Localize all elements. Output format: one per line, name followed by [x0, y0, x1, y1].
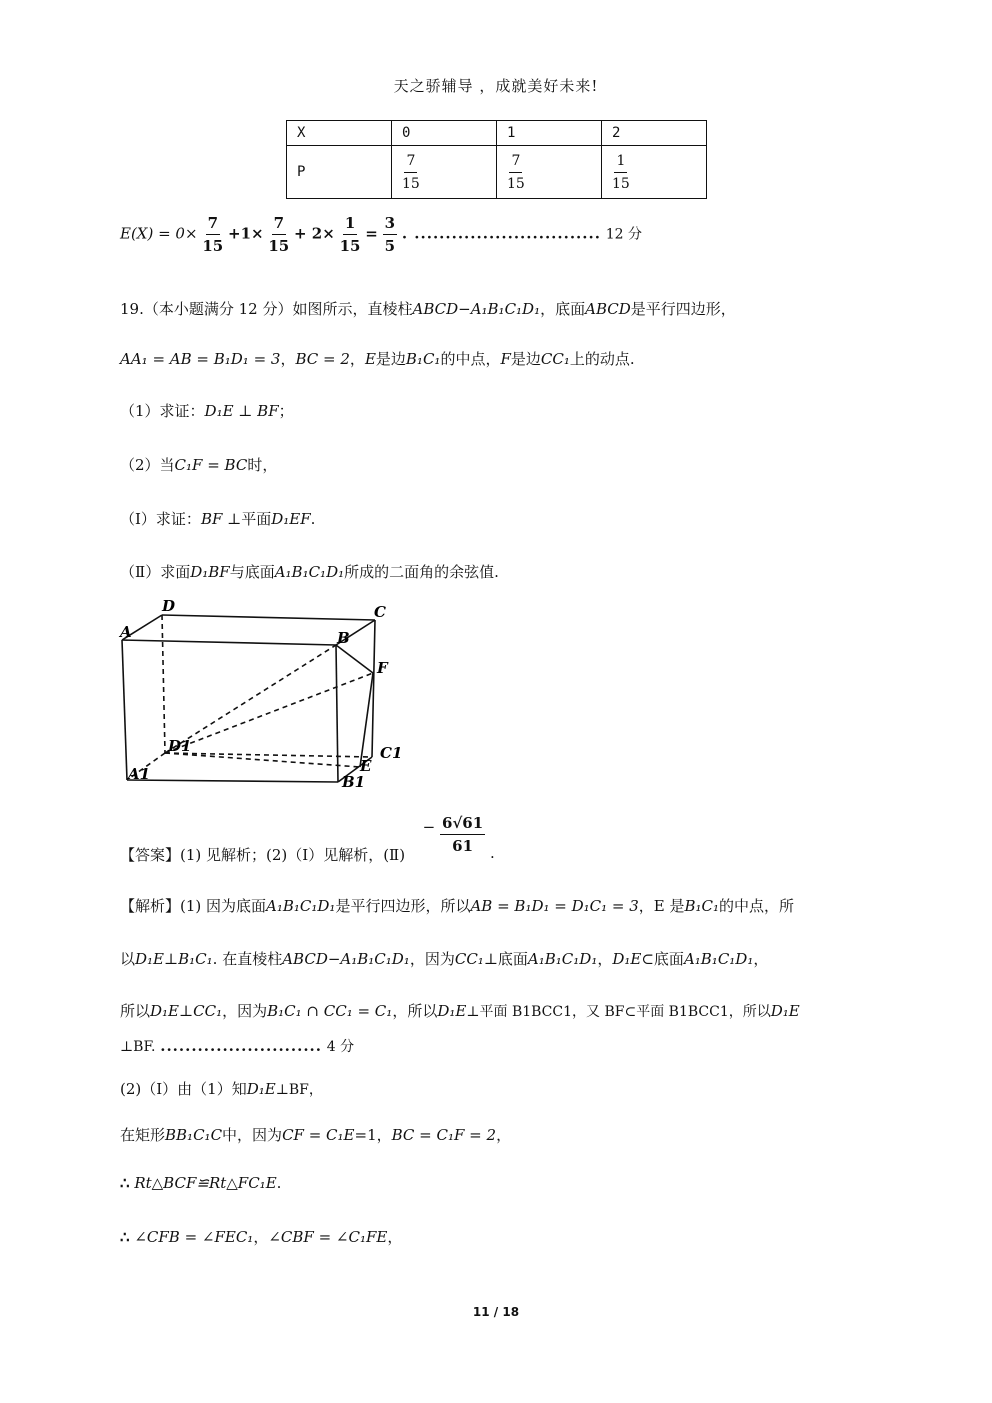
edge-A1B1	[127, 780, 338, 782]
solution-line-4	[120, 1036, 354, 1056]
math-text: ABCD−A₁B₁C₁D₁	[412, 300, 541, 318]
math-text: ABCD−A₁B₁C₁D₁	[282, 950, 410, 968]
math-text: ∠CBF = ∠C₁FE	[268, 1228, 388, 1246]
text: ，E 是	[638, 897, 685, 915]
text: . 在直棱柱	[212, 950, 283, 968]
vertex-label-B: B	[337, 629, 350, 647]
text: 的中点，所	[719, 897, 795, 915]
math-text: +1×	[228, 224, 264, 243]
edge-D1E	[165, 753, 360, 767]
fraction-denominator: 15	[202, 237, 224, 255]
edge-FE	[360, 673, 373, 767]
solution-line-5	[120, 1078, 323, 1099]
math-text: CC₁	[193, 1002, 223, 1020]
math-text: D₁E	[246, 1080, 276, 1098]
score-dots: . ..............................	[401, 224, 601, 243]
text: 上的动点.	[569, 350, 635, 368]
question-2-ii	[120, 561, 499, 582]
text: .	[310, 510, 316, 528]
problem-line-1	[120, 298, 736, 319]
math-text: D₁E	[770, 1002, 800, 1020]
math-text: B₁C₁	[684, 897, 720, 915]
text: （2）当	[120, 456, 175, 474]
vertex-label-B1: B1	[342, 773, 366, 791]
math-text: + 2×	[294, 224, 335, 243]
math-text: ∠CFB = ∠FEC₁	[134, 1228, 254, 1246]
answer-label: 【答案】(1) 见解析；(2)（Ⅰ）见解析，(Ⅱ)	[120, 846, 406, 864]
question-1	[120, 400, 294, 421]
math-text: E(X) = 0×	[120, 224, 198, 243]
vertex-label-C1: C1	[380, 744, 403, 762]
math-text: BC = C₁F = 2	[391, 1126, 497, 1144]
solution-line-6	[120, 1124, 511, 1145]
table-cell: 1	[497, 121, 602, 146]
text: ，	[349, 350, 365, 368]
table-cell	[602, 146, 707, 199]
math-text: D₁E	[135, 950, 165, 968]
text: 是平行四边形，所以	[335, 897, 471, 915]
text: 【解析】(1) 因为底面	[120, 897, 267, 915]
text: ，	[253, 1228, 269, 1246]
score-label: 4 分	[326, 1039, 355, 1055]
text: 以	[120, 950, 136, 968]
math-text: CC₁	[454, 950, 484, 968]
math-text: D₁E	[437, 1002, 467, 1020]
vertex-label-D: D	[162, 597, 176, 615]
text: 19.（本小题满分 12 分）如图所示，直棱柱	[120, 300, 413, 318]
math-text: B₁C₁	[405, 350, 441, 368]
text: 所以	[120, 1002, 151, 1020]
math-text: CF = C₁E	[282, 1126, 355, 1144]
math-text: D₁E	[612, 950, 642, 968]
edge-AA1	[122, 640, 127, 780]
vertex-label-F: F	[377, 659, 388, 677]
text: ⊥平面 B1BCC1，又 BF⊂平面 B1BCC1，所以	[466, 1004, 771, 1020]
solution-line-7	[120, 1174, 281, 1192]
fraction-denominator: 5	[384, 237, 396, 255]
fraction-numerator: 6√61	[440, 812, 485, 835]
text: 是边	[375, 350, 406, 368]
math-text: AB = B₁D₁ = D₁C₁ = 3	[470, 897, 639, 915]
edge-BB1	[336, 645, 338, 782]
text: （1）求证：	[120, 402, 205, 420]
text: =1，	[354, 1126, 392, 1144]
text: ，	[387, 1228, 403, 1246]
expectation-line	[120, 212, 642, 257]
solution-line-1	[120, 895, 794, 916]
fraction-numerator: 7	[206, 212, 220, 235]
edge-BF	[336, 645, 373, 673]
text: 平面	[241, 510, 272, 528]
fraction-denominator: 15	[507, 175, 525, 192]
math-text: AA₁ = AB = B₁D₁ = 3	[120, 350, 281, 368]
score-label: 12 分	[605, 226, 642, 243]
math-text: Rt△BCF≌Rt△FC₁E	[134, 1174, 277, 1192]
edge-CC1	[372, 620, 375, 757]
vertex-label-D1: D1	[168, 737, 192, 755]
text: 时，	[247, 456, 278, 474]
solution-line-3	[120, 1000, 800, 1021]
math-text: BF ⊥	[200, 510, 242, 528]
fraction-numerator: 1	[343, 212, 357, 235]
edge-D1F	[165, 673, 373, 753]
text: ⊥	[164, 950, 179, 968]
problem-line-2	[120, 348, 635, 369]
text: ，所以	[392, 1002, 438, 1020]
math-text: A₁B₁C₁D₁	[274, 563, 345, 581]
table-cell	[392, 146, 497, 199]
vertex-label-C: C	[374, 603, 386, 621]
fraction-denominator: 15	[339, 237, 361, 255]
math-text: −	[422, 818, 436, 836]
edge-DD1	[162, 615, 165, 753]
text: ⊥BF.	[120, 1039, 156, 1055]
question-2-i	[120, 508, 315, 529]
vertex-label-A1: A1	[128, 765, 151, 783]
math-text: D₁EF	[271, 510, 311, 528]
math-text: =	[365, 224, 378, 243]
text: ⊥BF，	[275, 1082, 323, 1098]
text: 与底面	[229, 563, 275, 581]
vertex-label-A: A	[120, 623, 132, 641]
page-header: 天之骄辅导 ，成就美好未来!	[393, 77, 599, 95]
answer-line	[120, 812, 495, 865]
math-text: F	[500, 350, 511, 368]
fraction-denominator: 15	[402, 175, 420, 192]
text: 的中点，	[440, 350, 501, 368]
fraction-numerator: 3	[383, 212, 397, 235]
math-text: CC₁	[540, 350, 570, 368]
math-text: BB₁C₁C	[165, 1126, 223, 1144]
text: ⊂底面	[641, 950, 684, 968]
solution-line-2	[120, 948, 768, 969]
math-text: A₁B₁C₁D₁	[527, 950, 598, 968]
fraction-numerator: 7	[404, 150, 417, 173]
text: .	[276, 1174, 282, 1192]
edge-AB	[122, 640, 336, 645]
table-cell: P	[287, 146, 392, 199]
math-text: A₁B₁C₁D₁	[683, 950, 754, 968]
math-text: BC = 2	[295, 350, 350, 368]
table-cell: X	[287, 121, 392, 146]
edge-DC	[162, 615, 375, 620]
fraction-numerator: 1	[614, 150, 627, 173]
math-text: C₁F = BC	[174, 456, 248, 474]
table-row	[287, 121, 707, 146]
math-text: D₁E	[150, 1002, 180, 1020]
fraction-numerator: 7	[272, 212, 286, 235]
text: 中，因为	[222, 1126, 283, 1144]
table-cell	[497, 146, 602, 199]
text: ⊥	[179, 1002, 194, 1020]
math-text: ABCD	[585, 300, 631, 318]
score-dots: ..........................	[160, 1037, 322, 1055]
math-text: B₁C₁ ∩ CC₁ = C₁	[267, 1002, 393, 1020]
math-text: E	[364, 350, 376, 368]
fraction-denominator: 15	[612, 175, 630, 192]
text: ，底面	[540, 300, 586, 318]
text: ；	[278, 402, 294, 420]
text: ∴	[120, 1174, 130, 1192]
fraction-denominator: 61	[452, 837, 474, 855]
fraction-numerator: 7	[509, 150, 522, 173]
math-text: D₁BF	[190, 563, 230, 581]
page-number: 11 / 18	[472, 1305, 520, 1319]
text: 是边	[510, 350, 541, 368]
text: ，	[597, 950, 613, 968]
text: ，	[753, 950, 769, 968]
text: ，因为	[222, 1002, 268, 1020]
table-cell: 2	[602, 121, 707, 146]
math-text: B₁C₁	[178, 950, 213, 968]
solution-line-8	[120, 1226, 402, 1247]
text: ，因为	[409, 950, 455, 968]
vertex-label-E: E	[360, 757, 372, 775]
question-2	[120, 454, 277, 475]
text: 是平行四边形，	[630, 300, 736, 318]
text: （Ⅱ）求面	[120, 563, 191, 581]
text: ，	[496, 1126, 512, 1144]
table-cell: 0	[392, 121, 497, 146]
math-text: D₁E ⊥ BF	[204, 402, 279, 420]
text: ⊥底面	[483, 950, 528, 968]
distribution-table	[286, 120, 707, 199]
fraction-denominator: 15	[268, 237, 290, 255]
table-row	[287, 146, 707, 199]
text: ∴	[120, 1228, 130, 1246]
math-text: A₁B₁C₁D₁	[266, 897, 336, 915]
text: ，	[280, 350, 296, 368]
text: （Ⅰ）求证：	[120, 510, 201, 528]
text: 所成的二面角的余弦值.	[344, 563, 499, 581]
text: 在矩形	[120, 1126, 166, 1144]
text: (2)（Ⅰ）由（1）知	[120, 1080, 247, 1098]
text: .	[489, 844, 495, 862]
prism-figure	[110, 595, 410, 795]
